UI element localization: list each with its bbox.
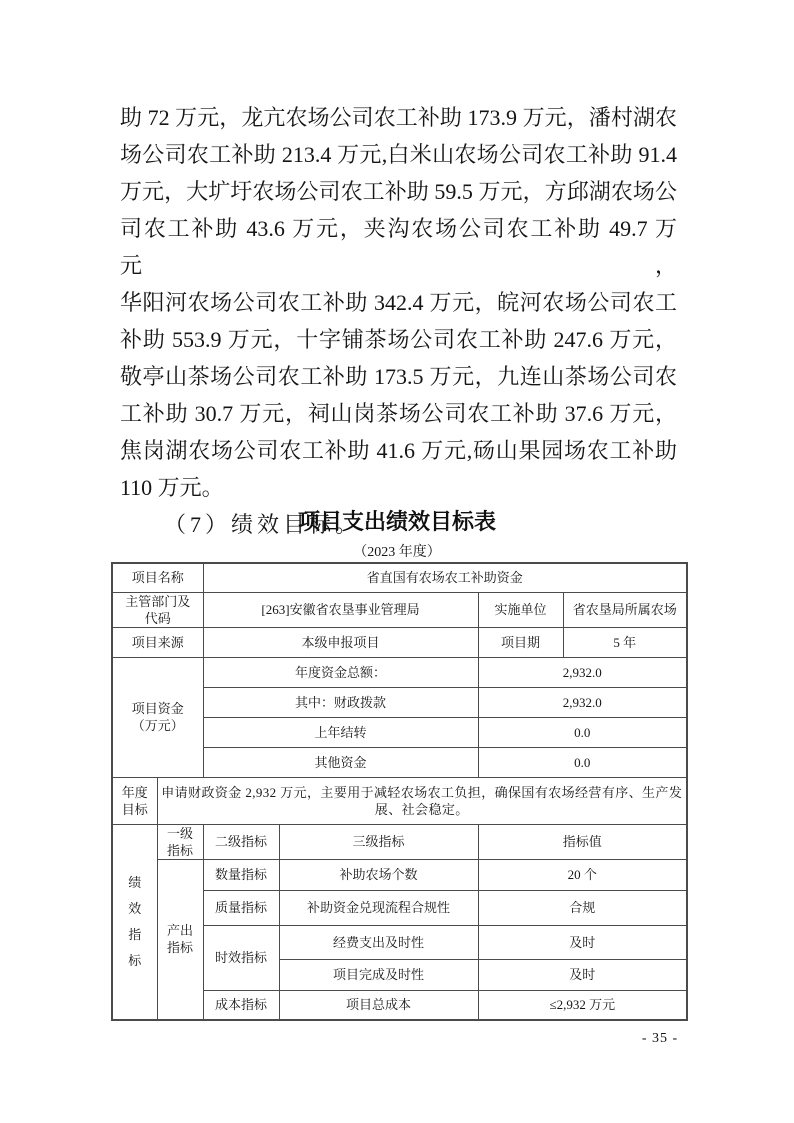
cell-output-label xyxy=(157,859,203,1020)
body-line: 补助 553.9 万元，十字铺茶场公司农工补助 247.6 万元， xyxy=(120,327,677,352)
cell-impl-value: 省农垦局所属农场 xyxy=(563,592,687,627)
cell-funds-other-label: 其他资金 xyxy=(203,747,478,777)
cell-indicator-l2: 成本指标 xyxy=(203,990,279,1020)
cell-indicator-value: 及时 xyxy=(478,959,687,990)
cell-indicator-l2: 质量指标 xyxy=(203,890,279,925)
cell-indicator-value: 合规 xyxy=(478,890,687,925)
cell-annual-goal-text: 申请财政资金 2,932 万元，主要用于减轻农场农工负担，确保国有农场经营有序、生产发展、社会稳定。 xyxy=(157,777,687,824)
item-heading: （7）绩效目标。 xyxy=(164,512,362,537)
cell-source-value: 本级申报项目 xyxy=(203,627,478,657)
cell-project-name-label: 项目名称 xyxy=(112,563,203,592)
cell-indicator-value: 20 个 xyxy=(478,859,687,890)
cell-funds-other-value: 0.0 xyxy=(478,747,687,777)
body-line: 助 72 万元，龙亢农场公司农工补助 173.9 万元，潘村湖农 xyxy=(120,105,677,130)
body-line: 110 万元。 xyxy=(120,475,224,500)
cell-period-label: 项目期 xyxy=(478,627,563,657)
header-level1-text: 一级指标 xyxy=(166,825,193,858)
body-line: 焦岗湖农场公司农工补助 41.6 万元,砀山果园场农工补助 xyxy=(120,438,677,463)
output-label-text: 产出指标 xyxy=(166,923,193,956)
cell-funds-carryover-label: 上年结转 xyxy=(203,717,478,747)
cell-header-value: 指标值 xyxy=(478,824,687,859)
cell-header-level3: 三级指标 xyxy=(279,824,478,859)
cell-dept-label xyxy=(112,592,203,627)
cell-funds-carryover-value: 0.0 xyxy=(478,717,687,747)
cell-dept-value: [263]安徽省农垦事业管理局 xyxy=(203,592,478,627)
funds-label-text: 项目资金（万元） xyxy=(131,701,184,733)
paragraph xyxy=(120,99,677,543)
cell-indicator-l3: 经费支出及时性 xyxy=(279,925,478,959)
cell-indicator-l3: 补助资金兑现流程合规性 xyxy=(279,890,478,925)
cell-indicator-l3: 补助农场个数 xyxy=(279,859,478,890)
body-line: 工补助 30.7 万元，祠山岗茶场公司农工补助 37.6 万元， xyxy=(120,401,677,426)
annual-goal-label-text: 年度目标 xyxy=(121,784,148,817)
cell-funds-total-label: 年度资金总额： xyxy=(203,657,478,687)
cell-indicator-value: ≤2,932 万元 xyxy=(478,990,687,1020)
cell-indicator-l2: 时效指标 xyxy=(203,925,279,990)
body-line: 万元，大圹圩农场公司农工补助 59.5 万元，方邱湖农场公 xyxy=(120,179,677,204)
cell-source-label: 项目来源 xyxy=(112,627,203,657)
cell-header-level2: 二级指标 xyxy=(203,824,279,859)
cell-impl-label: 实施单位 xyxy=(478,592,563,627)
perf-label-text: 绩效指标 xyxy=(128,874,142,968)
body-line: 司农工补助 43.6 万元，夹沟农场公司农工补助 49.7 万元， xyxy=(120,216,677,278)
cell-indicator-l3: 项目完成及时性 xyxy=(279,959,478,990)
cell-indicator-l2: 数量指标 xyxy=(203,859,279,890)
cell-indicator-value: 及时 xyxy=(478,925,687,959)
cell-funds-fiscal-label: 其中：财政拨款 xyxy=(203,687,478,717)
body-line: 华阳河农场公司农工补助 342.4 万元，皖河农场公司农工 xyxy=(120,290,677,315)
cell-header-level1 xyxy=(157,824,203,859)
performance-table xyxy=(111,562,688,1021)
cell-period-value: 5 年 xyxy=(563,627,687,657)
dept-label-text: 主管部门及代码 xyxy=(125,593,191,626)
cell-annual-goal-label xyxy=(112,777,157,824)
cell-project-name-value: 省直国有农场农工补助资金 xyxy=(203,563,687,592)
cell-funds-label xyxy=(112,657,203,777)
table-subtitle: （2023 年度） xyxy=(353,545,441,560)
body-line: 场公司农工补助 213.4 万元,白米山农场公司农工补助 91.4 xyxy=(120,142,677,167)
cell-funds-total-value: 2,932.0 xyxy=(478,657,687,687)
body-line: 敬亭山茶场公司农工补助 173.5 万元，九连山茶场公司农 xyxy=(120,364,677,389)
cell-indicator-l3: 项目总成本 xyxy=(279,990,478,1020)
table-title: 项目支出绩效目标表 xyxy=(297,509,496,534)
page-number: - 35 - xyxy=(641,1031,679,1046)
cell-perf-label xyxy=(112,824,157,1020)
cell-funds-fiscal-value: 2,932.0 xyxy=(478,687,687,717)
